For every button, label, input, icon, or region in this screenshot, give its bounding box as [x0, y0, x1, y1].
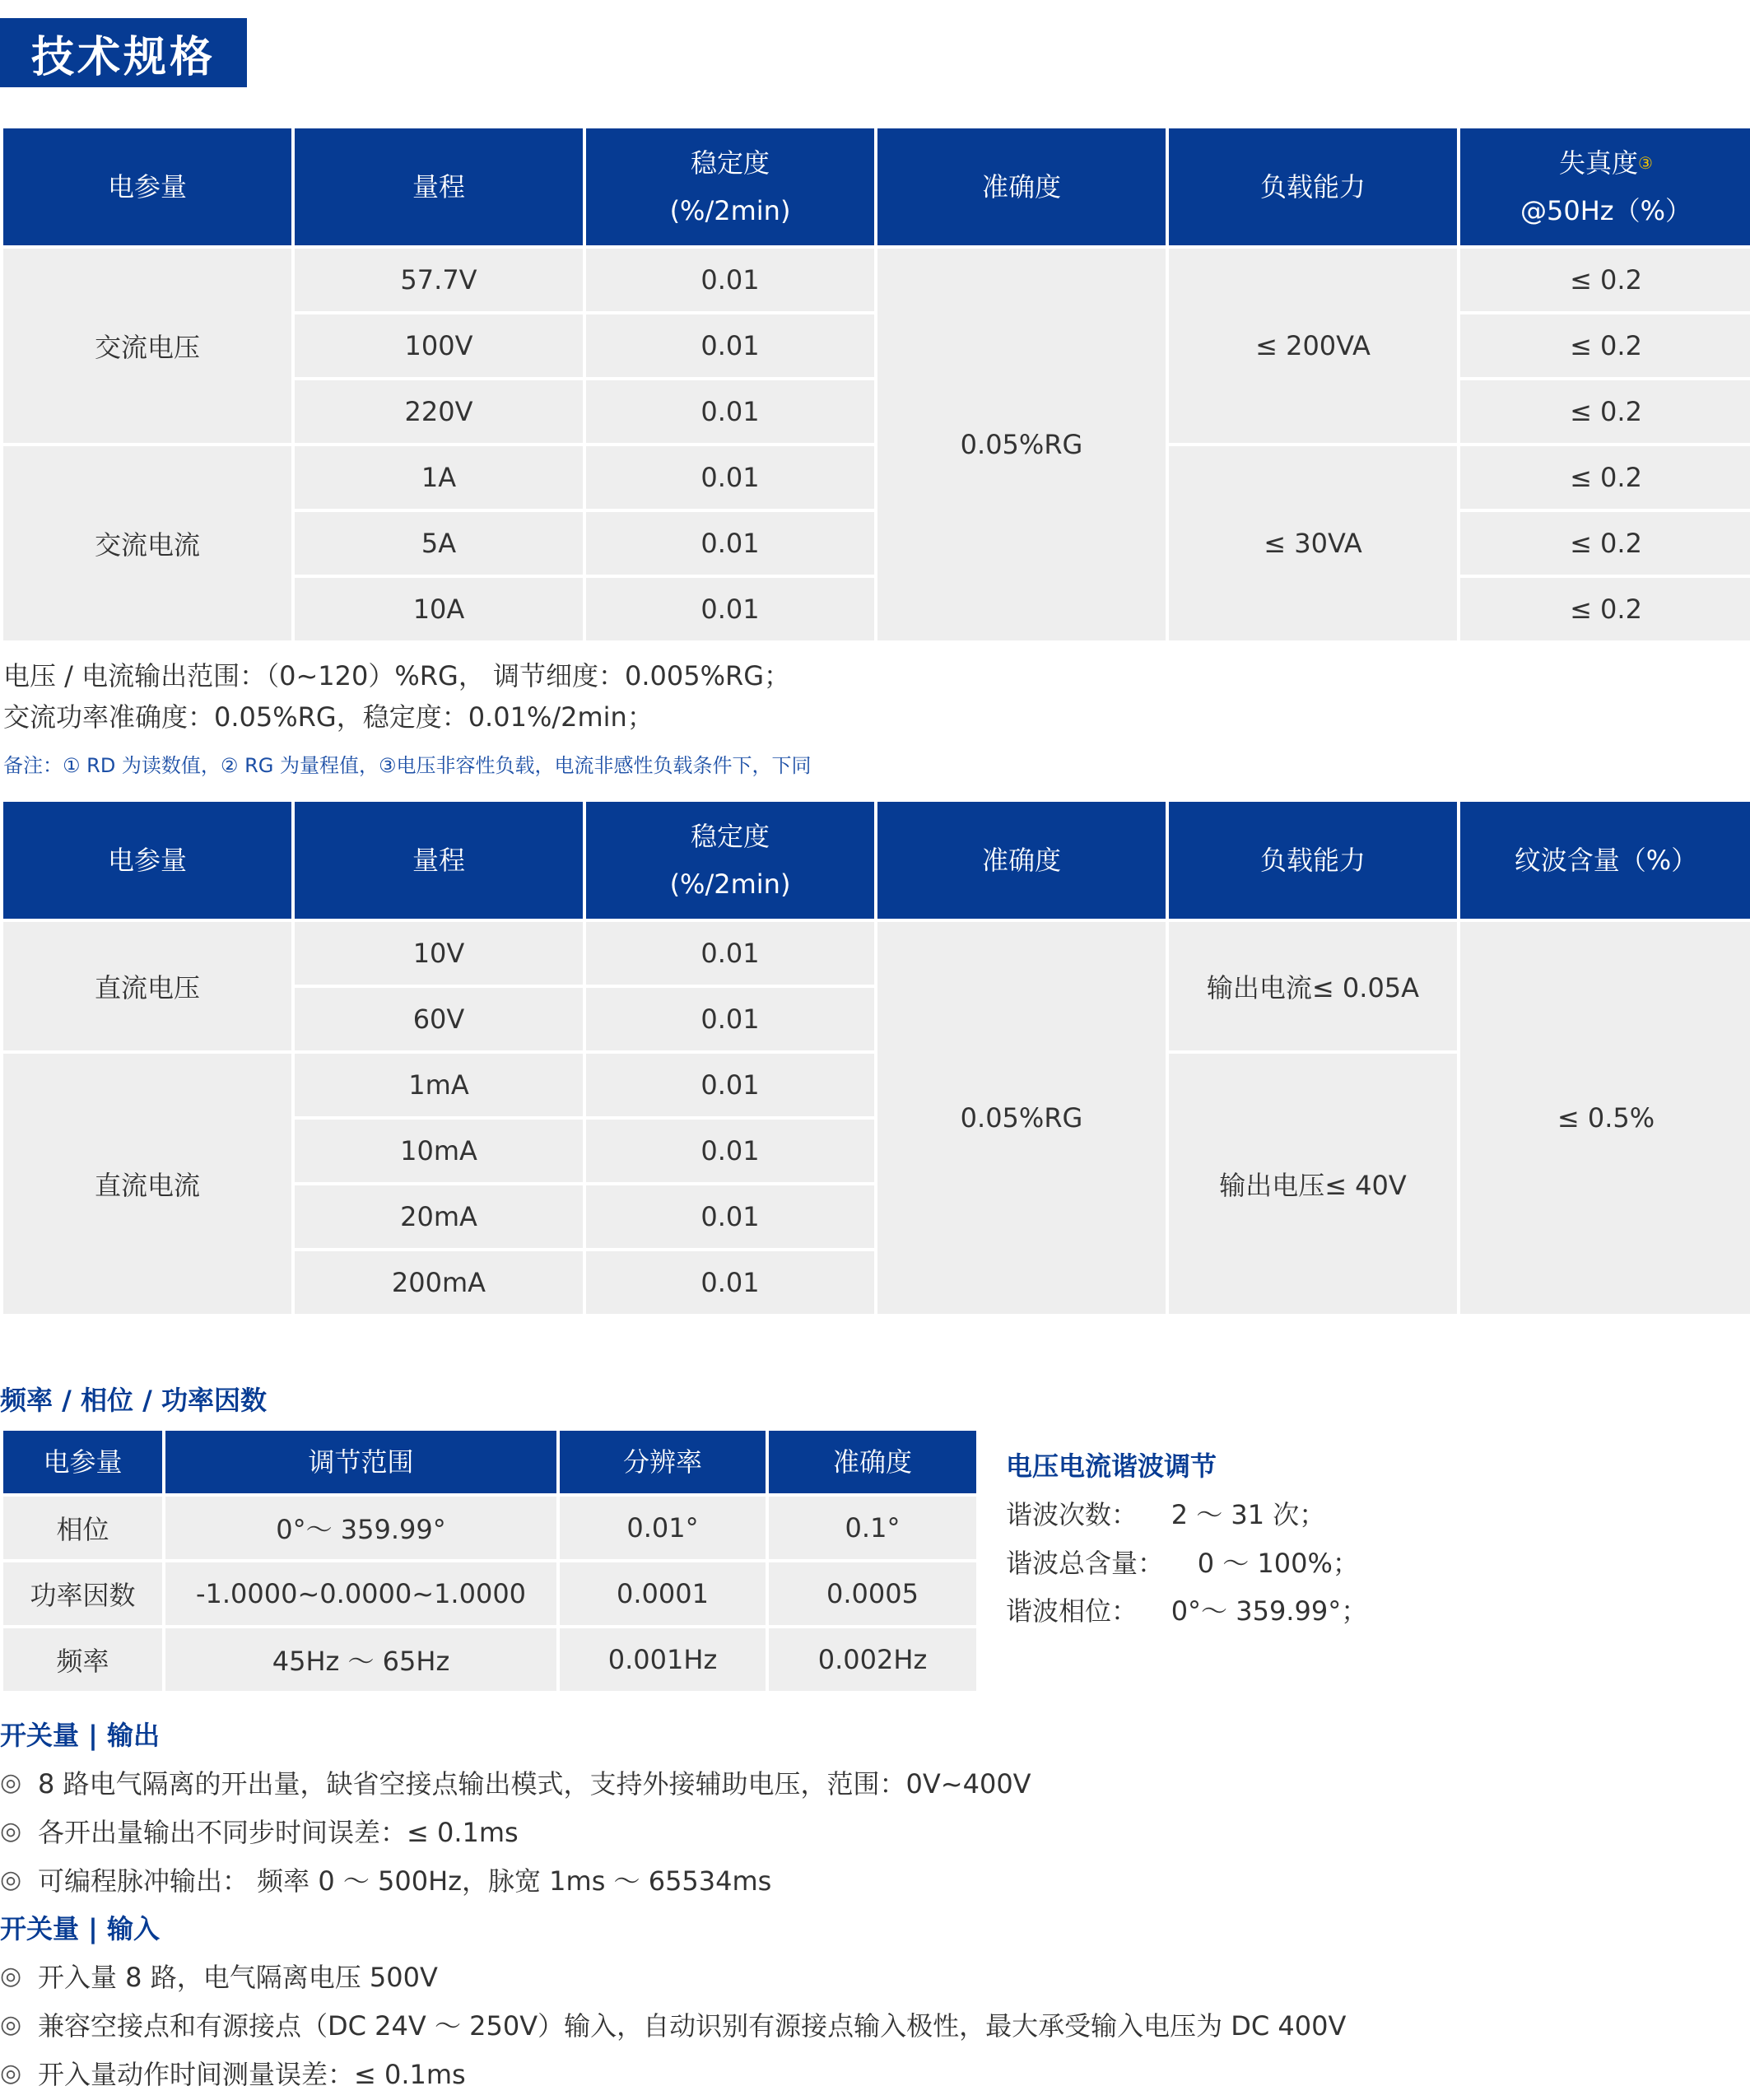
header-range: 量程 [295, 802, 583, 919]
freq-header-row [3, 1431, 976, 1493]
range-cell: 20mA [295, 1185, 583, 1248]
param-cell: 频率 [3, 1628, 162, 1691]
list-item-text: 8 路电气隔离的开出量，缺省空接点输出模式，支持外接辅助电压，范围：0V~400V [38, 1768, 1031, 1800]
note-output-range: 电压 / 电流输出范围：（0~120）%RG， 调节细度：0.005%RG； [3, 660, 791, 691]
param-cell: 功率因数 [3, 1562, 162, 1625]
page-title: 技术规格 [0, 18, 247, 87]
list-item-text: 兼容空接点和有源接点（DC 24V ～ 250V）输入，自动识别有源接点输入极性，最大承受输入电压为 DC 400V [38, 2010, 1347, 2042]
param-ac-voltage: 交流电压 [3, 249, 291, 443]
range-cell: 0°～ 359.99° [165, 1497, 556, 1559]
param-cell: 相位 [3, 1497, 162, 1559]
ac-header-row [3, 128, 1750, 245]
list-item-text: 可编程脉冲输出： 频率 0 ～ 500Hz，脉宽 1ms ～ 65534ms [38, 1865, 772, 1897]
distortion-cell: ≤ 0.2 [1460, 380, 1750, 443]
list-item-text: 各开出量输出不同步时间误差：≤ 0.1ms [38, 1817, 519, 1848]
stability-cell: 0.01 [586, 988, 874, 1050]
bullet-icon: ◎ [0, 1961, 22, 1991]
range-cell: 100V [295, 314, 583, 377]
harmonic-section-heading: 电压电流谐波调节 [1006, 1450, 1217, 1482]
range-cell: 45Hz ～ 65Hz [165, 1628, 556, 1691]
table-row [3, 446, 1750, 509]
distortion-cell: ≤ 0.2 [1460, 512, 1750, 575]
footnote-marker: ③ [1638, 153, 1653, 173]
range-cell: 1mA [295, 1054, 583, 1116]
bullet-icon: ◎ [0, 1816, 22, 1846]
freq-section-heading: 频率 / 相位 / 功率因数 [0, 1385, 267, 1416]
distortion-cell: ≤ 0.2 [1460, 249, 1750, 311]
stability-cell: 0.01 [586, 380, 874, 443]
load-voltage-cell: 输出电流≤ 0.05A [1169, 922, 1457, 1050]
list-item [0, 1860, 771, 1898]
range-cell: 57.7V [295, 249, 583, 311]
header-distortion: 失真度③ @50Hz（%） [1460, 128, 1750, 245]
list-item [0, 2054, 466, 2092]
remark-footnote: 备注：① RD 为读数值，② RG 为量程值，③电压非容性负载，电流非感性负载条件下，下同 [3, 754, 812, 777]
range-cell: 220V [295, 380, 583, 443]
header-stability: 稳定度 (%/2min) [586, 802, 874, 919]
list-item [0, 1957, 438, 1995]
range-cell: 10V [295, 922, 583, 985]
param-dc-voltage: 直流电压 [3, 922, 291, 1050]
list-item-text: 开入量 8 路，电气隔离电压 500V [38, 1962, 438, 1993]
resolution-cell: 0.0001 [560, 1562, 766, 1625]
resolution-cell: 0.01° [560, 1497, 766, 1559]
harmonic-phase-line: 谐波相位： 0°～ 359.99°； [1006, 1595, 1368, 1627]
accuracy-cell: 0.002Hz [769, 1628, 976, 1691]
header-adjust-range: 调节范围 [165, 1431, 556, 1493]
range-cell: 10mA [295, 1120, 583, 1182]
list-item-text: 开入量动作时间测量误差：≤ 0.1ms [38, 2059, 466, 2090]
load-voltage-cell: ≤ 200VA [1169, 249, 1457, 443]
distortion-cell: ≤ 0.2 [1460, 578, 1750, 640]
param-dc-current: 直流电流 [3, 1054, 291, 1314]
header-param: 电参量 [3, 1431, 162, 1493]
range-cell: 5A [295, 512, 583, 575]
note-power-accuracy: 交流功率准确度：0.05%RG，稳定度：0.01%/2min； [3, 701, 654, 733]
header-ripple: 纹波含量（%） [1460, 802, 1750, 919]
harmonic-total-line: 谐波总含量： 0 ～ 100%； [1006, 1548, 1359, 1579]
header-load: 负载能力 [1169, 802, 1457, 919]
header-accuracy: 准确度 [877, 802, 1166, 919]
table-row [3, 922, 1750, 985]
bullet-icon: ◎ [0, 1865, 22, 1894]
bullet-icon: ◎ [0, 1767, 22, 1797]
range-cell: 1A [295, 446, 583, 509]
header-param: 电参量 [3, 802, 291, 919]
load-current-cell: ≤ 30VA [1169, 446, 1457, 640]
list-item [0, 2005, 1346, 2043]
bullet-icon: ◎ [0, 2058, 22, 2088]
range-cell: 200mA [295, 1251, 583, 1314]
accuracy-cell: 0.05%RG [877, 922, 1166, 1314]
stability-cell: 0.01 [586, 578, 874, 640]
harmonic-order-line: 谐波次数： 2 ～ 31 次； [1006, 1499, 1326, 1530]
list-item [0, 1763, 1031, 1801]
dc-spec-table [0, 799, 1750, 1317]
stability-cell: 0.01 [586, 1120, 874, 1182]
header-accuracy: 准确度 [877, 128, 1166, 245]
stability-cell: 0.01 [586, 1054, 874, 1116]
accuracy-cell: 0.1° [769, 1497, 976, 1559]
stability-cell: 0.01 [586, 314, 874, 377]
stability-cell: 0.01 [586, 922, 874, 985]
table-row [3, 249, 1750, 311]
dc-header-row [3, 802, 1750, 919]
table-row [3, 1562, 976, 1625]
stability-cell: 0.01 [586, 249, 874, 311]
header-accuracy: 准确度 [769, 1431, 976, 1493]
switch-output-heading: 开关量 | 输出 [0, 1720, 160, 1751]
header-range: 量程 [295, 128, 583, 245]
param-ac-current: 交流电流 [3, 446, 291, 640]
switch-input-heading: 开关量 | 输入 [0, 1913, 160, 1944]
header-load: 负载能力 [1169, 128, 1457, 245]
table-row [3, 1628, 976, 1691]
header-param: 电参量 [3, 128, 291, 245]
range-cell: -1.0000~0.0000~1.0000 [165, 1562, 556, 1625]
freq-table [0, 1427, 980, 1694]
accuracy-cell: 0.05%RG [877, 249, 1166, 640]
bullet-icon: ◎ [0, 2009, 22, 2039]
header-resolution: 分辨率 [560, 1431, 766, 1493]
resolution-cell: 0.001Hz [560, 1628, 766, 1691]
distortion-cell: ≤ 0.2 [1460, 446, 1750, 509]
list-item [0, 1812, 519, 1850]
stability-cell: 0.01 [586, 512, 874, 575]
header-stability: 稳定度 (%/2min) [586, 128, 874, 245]
stability-cell: 0.01 [586, 1251, 874, 1314]
stability-cell: 0.01 [586, 1185, 874, 1248]
load-current-cell: 输出电压≤ 40V [1169, 1054, 1457, 1314]
ripple-cell: ≤ 0.5% [1460, 922, 1750, 1314]
range-cell: 60V [295, 988, 583, 1050]
distortion-cell: ≤ 0.2 [1460, 314, 1750, 377]
table-row [3, 1497, 976, 1559]
ac-spec-table [0, 125, 1750, 644]
range-cell: 10A [295, 578, 583, 640]
stability-cell: 0.01 [586, 446, 874, 509]
accuracy-cell: 0.0005 [769, 1562, 976, 1625]
